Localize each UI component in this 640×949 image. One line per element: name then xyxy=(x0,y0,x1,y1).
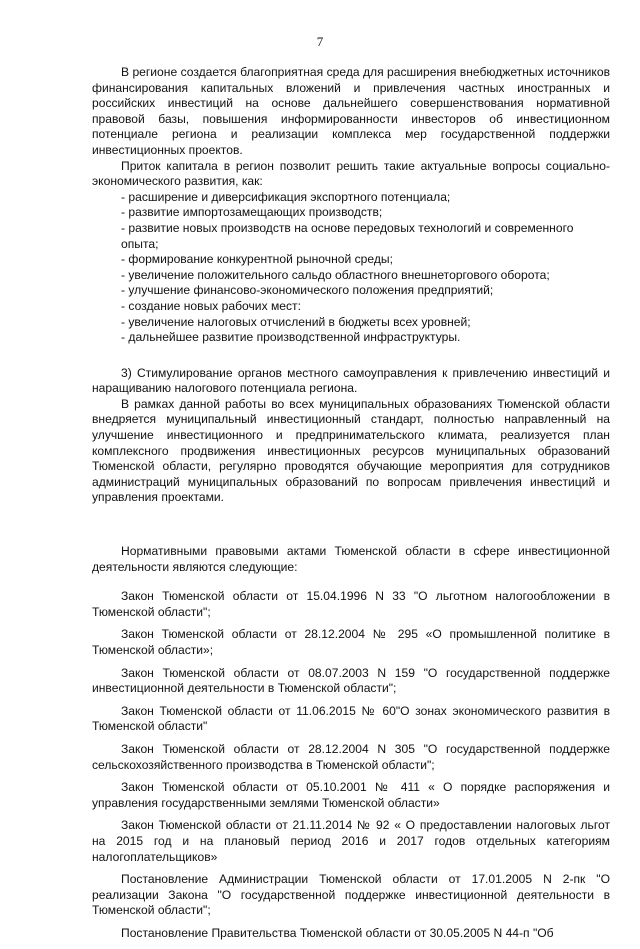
list-item: - развитие импортозамещающих производств; xyxy=(121,205,383,220)
paragraph: Приток капитала в регион позволит решить такие актуальные вопросы социально-экономического развития, как: xyxy=(92,158,610,189)
law-entry: Закон Тюменской области от 15.04.1996 N 33 "О льготном налогообложении в Тюменской области"; xyxy=(92,589,610,619)
list-item: - дальнейшее развитие производственной инфраструктуры. xyxy=(121,330,461,345)
law-entry: Постановление Администрации Тюменской области от 17.01.2005 N 2-пк "О реализации Закона "О государственной поддержке инвестиционной деятельности в Тюменской области"; xyxy=(92,872,610,918)
section-heading: 3) Стимулирование органов местного самоуправления к привлечению инвестиций и наращиванию налогового потенциала региона. xyxy=(92,365,610,396)
page-number: 7 xyxy=(316,34,324,49)
law-entry: Закон Тюменской области от 28.12.2004 N 305 "О государственной поддержке сельскохозяйственного производства в Тюменской области"; xyxy=(92,741,610,772)
spacer xyxy=(92,346,610,366)
list-item: - увеличение положительного сальдо областного внешнеторгового оборота; xyxy=(121,267,550,282)
paragraph: В регионе создается благоприятная среда для расширения внебюджетных источников финансирования капитальных вложений и привлечения частных иностранных и российских инвестиций на основе дальнейшего совершенствования нормативной правовой базы, повышения информированности инвесторов об инвестиционном потенциале региона и реализации комплекса мер государственной поддержки инвестиционных проектов. xyxy=(92,65,610,157)
law-entry: Закон Тюменской области от 05.10.2001 № 411 « О порядке распоряжения и управления государственными землями Тюменской области» xyxy=(92,780,610,810)
acts-intro: Нормативными правовыми актами Тюменской области в сфере инвестиционной деятельности являются следующие: xyxy=(92,544,610,574)
list-item: - развитие новых производств на основе передовых технологий и современного опыта; xyxy=(121,220,574,251)
law-entry: Закон Тюменской области от 08.07.2003 N 159 "О государственной поддержке инвестиционной деятельности в Тюменской области"; xyxy=(92,665,610,696)
document-body xyxy=(92,65,610,949)
list-item: - улучшение финансово-экономического положения предприятий; xyxy=(121,283,494,298)
law-entry: Закон Тюменской области от 21.11.2014 № 92 « О предоставлении налоговых льгот на 2015 год и на плановый период 2016 и 2017 годов отдельных категориям налогоплательщиков» xyxy=(92,818,610,864)
list-item: - расширение и диверсификация экспортного потенциала; xyxy=(121,189,451,204)
law-entry: Закон Тюменской области от 28.12.2004 № 295 «О промышленной политике в Тюменской области»; xyxy=(92,627,610,657)
spacer xyxy=(92,506,610,544)
law-entry: Постановление Правительства Тюменской области от 30.05.2005 N 44-п "Об xyxy=(121,925,554,940)
spacer xyxy=(92,575,610,589)
law-entry: Закон Тюменской области от 11.06.2015 № 60"О зонах экономического развития в Тюменской области" xyxy=(92,703,610,734)
list-item: - формирование конкурентной рыночной среды; xyxy=(121,252,393,267)
list-item: - увеличение налоговых отчислений в бюджеты всех уровней; xyxy=(121,314,471,329)
list-item: - создание новых рабочих мест: xyxy=(121,298,301,313)
paragraph: В рамках данной работы во всех муниципальных образованиях Тюменской области внедряется муниципальный инвестиционный стандарт, полностью направленный на улучшение инвестиционного и предпринимательского климата, реализуется план комплексного продвижения инвестиционных ресурсов муниципальных образований Тюменской области, регулярно проводятся обучающие мероприятия для сотрудников администраций муниципальных образований по вопросам привлечения инвестиций и управления проектами. xyxy=(92,396,610,505)
